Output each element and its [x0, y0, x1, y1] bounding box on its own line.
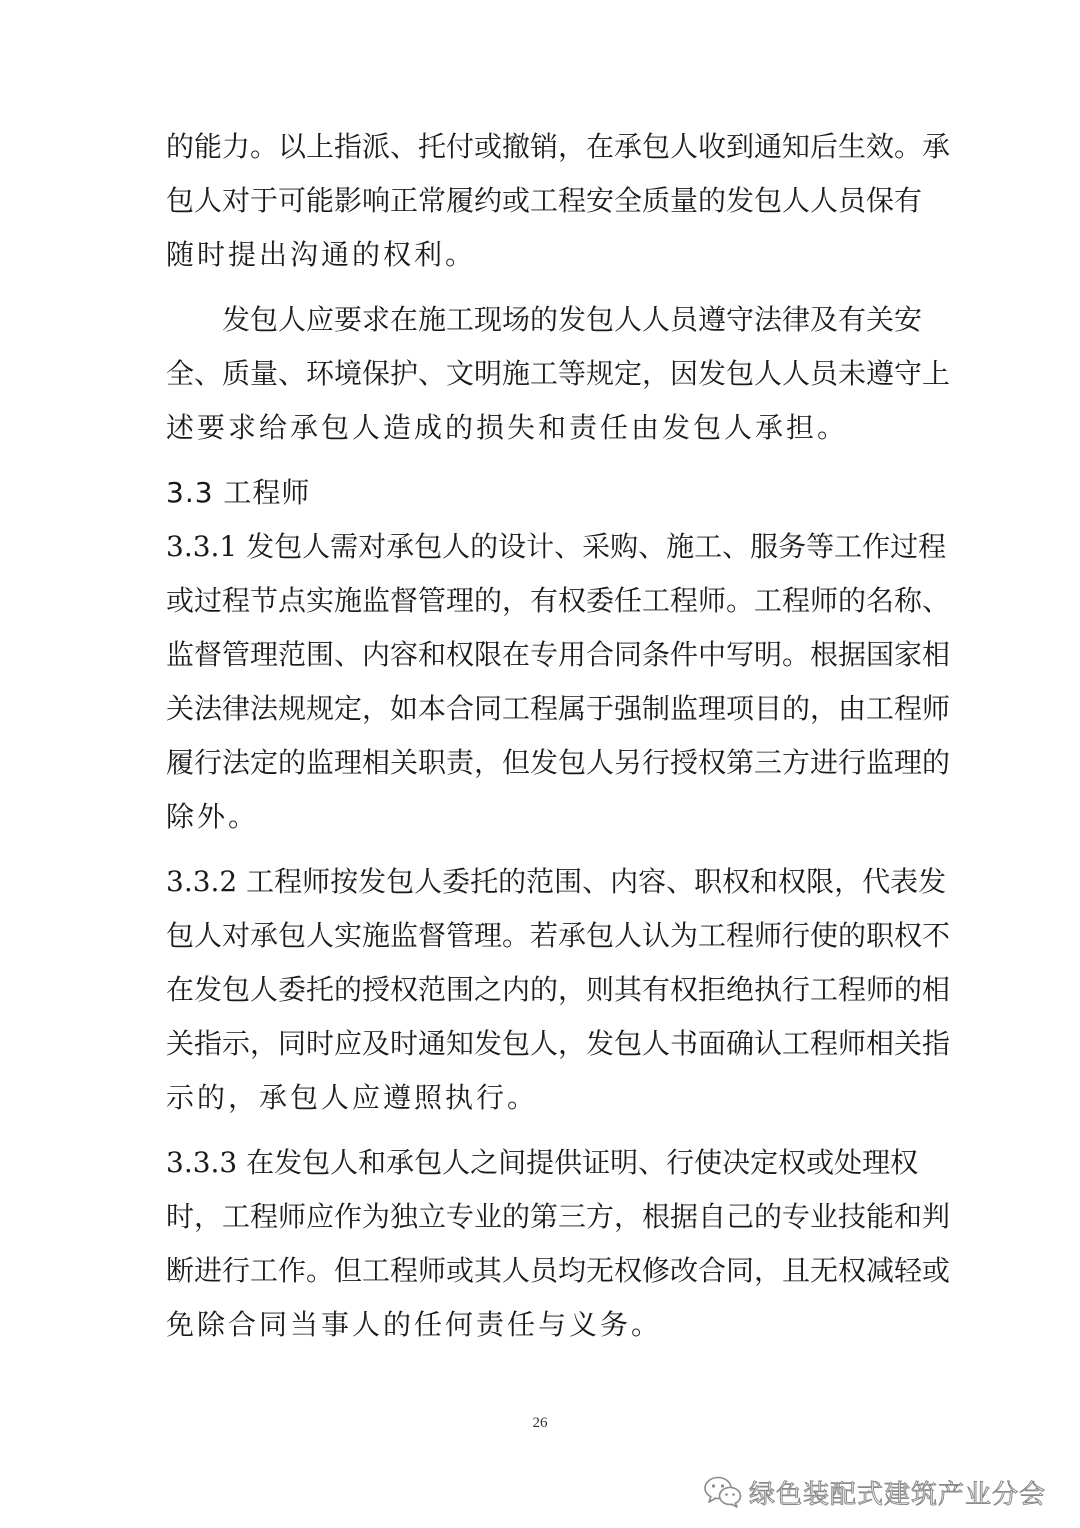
text-line: 关法律法规规定，如本合同工程属于强制监理项目的，由工程师: [166, 692, 951, 725]
text-line: 3.3.3 在发包人和承包人之间提供证明、行使决定权或处理权: [166, 1146, 919, 1179]
section-heading: 3.3 工程师: [166, 476, 311, 509]
watermark-text: 绿色装配式建筑产业分会: [748, 1479, 1046, 1510]
text-line: 在发包人委托的授权范围之内的，则其有权拒绝执行工程师的相: [166, 973, 951, 1006]
text-line: 包人对于可能影响正常履约或工程安全质量的发包人人员保有: [166, 184, 923, 217]
text-line: 履行法定的监理相关职责，但发包人另行授权第三方进行监理的: [166, 746, 951, 779]
text-line: 3.3.2 工程师按发包人委托的范围、内容、职权和权限，代表发: [166, 865, 947, 898]
paragraph: [166, 293, 951, 455]
text-line: 除外。: [166, 800, 260, 833]
text-line: 免除合同当事人的任何责任与义务。: [166, 1308, 663, 1341]
text-line: 的能力。以上指派、托付或撤销，在承包人收到通知后生效。承: [166, 130, 951, 163]
text-line: 示的，承包人应遵照执行。: [166, 1081, 539, 1114]
paragraph: [166, 120, 951, 282]
text-line: 发包人应要求在施工现场的发包人人员遵守法律及有关安: [222, 303, 923, 336]
clause-3-3-3: [166, 1136, 951, 1352]
text-line: 随时提出沟通的权利。: [166, 238, 477, 271]
text-line: 全、质量、环境保护、文明施工等规定，因发包人人员未遵守上: [166, 357, 951, 390]
text-line: 包人对承包人实施监督管理。若承包人认为工程师行使的职权不: [166, 919, 951, 952]
text-line: 时，工程师应作为独立专业的第三方，根据自己的专业技能和判: [166, 1200, 951, 1233]
text-line: 述要求给承包人造成的损失和责任由发包人承担。: [166, 411, 849, 444]
document-body: [166, 120, 951, 1352]
text-line: 断进行工作。但工程师或其人员均无权修改合同，且无权减轻或: [166, 1254, 951, 1287]
page-number: 26: [532, 1415, 548, 1431]
watermark: [703, 1472, 1046, 1512]
clause-3-3-1: [166, 520, 951, 844]
clause-3-3-2: [166, 855, 951, 1125]
text-line: 3.3.1 发包人需对承包人的设计、采购、施工、服务等工作过程: [166, 530, 947, 563]
text-line: 监督管理范围、内容和权限在专用合同条件中写明。根据国家相: [166, 638, 951, 671]
text-line: 或过程节点实施监督管理的，有权委任工程师。工程师的名称、: [166, 584, 951, 617]
wechat-icon: [703, 1475, 743, 1509]
text-line: 关指示，同时应及时通知发包人，发包人书面确认工程师相关指: [166, 1027, 951, 1060]
